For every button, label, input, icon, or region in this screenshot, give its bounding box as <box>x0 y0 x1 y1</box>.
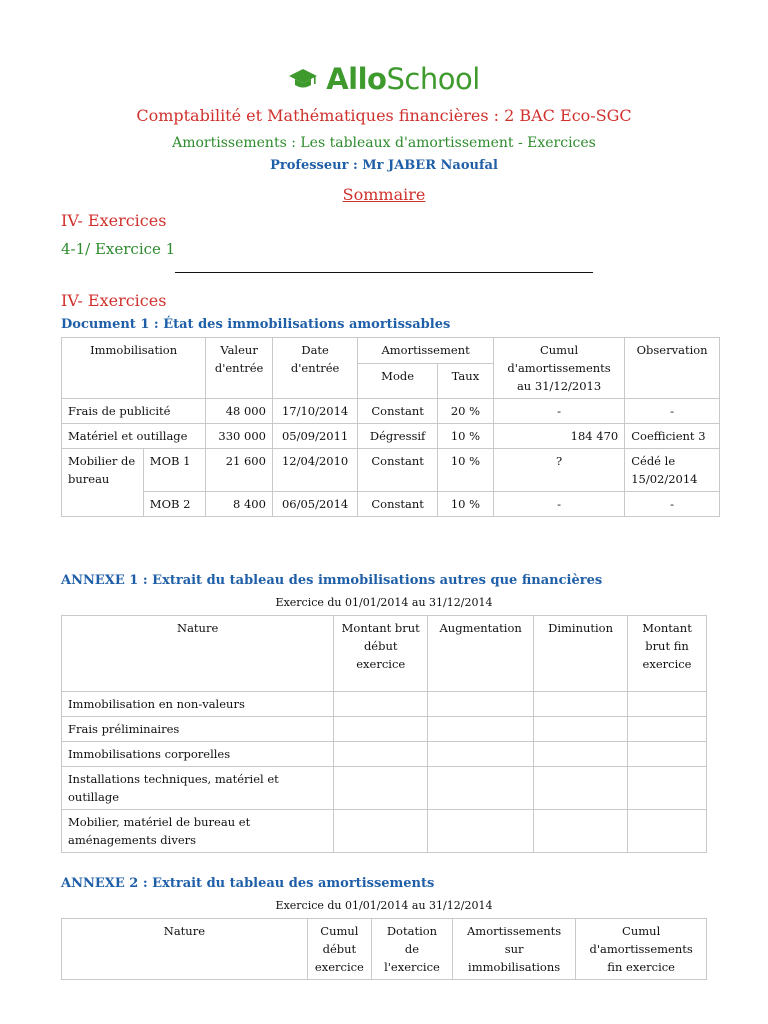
col-header-amortissement: Amortissement <box>358 338 494 364</box>
graduation-cap-icon <box>288 67 318 91</box>
cell-cumul: - <box>493 492 624 517</box>
col-header-cumul-fin: Cumul d'amortissements fin exercice <box>576 919 707 980</box>
cell-nature: Immobilisation en non-valeurs <box>62 692 334 717</box>
col-header-augmentation: Augmentation <box>428 616 534 692</box>
cell-name: Matériel et outillage <box>62 424 206 449</box>
col-header-nature: Nature <box>62 919 308 980</box>
col-header-montant-fin: Montant brut fin exercice <box>628 616 707 692</box>
table-row <box>62 492 720 517</box>
cell-valeur: 8 400 <box>206 492 273 517</box>
cell-empty <box>534 810 628 853</box>
table-row <box>62 717 707 742</box>
cell-nature: Installations techniques, matériel et outillage <box>62 767 334 810</box>
cell-name: Frais de publicité <box>62 399 206 424</box>
document-title: Comptabilité et Mathématiques financières : 2 BAC Eco-SGC <box>136 106 632 125</box>
table-row <box>62 742 707 767</box>
logo-wordmark: AlloSchool <box>326 62 480 96</box>
cell-cumul: ? <box>493 449 624 492</box>
col-header-amortissements: Amortissements sur immobilisations <box>452 919 575 980</box>
toc-section-link[interactable]: IV- Exercices <box>61 211 167 230</box>
cell-empty <box>334 767 428 810</box>
cell-group: Mobilier de bureau <box>62 449 144 517</box>
col-header-mode: Mode <box>358 364 438 399</box>
cell-empty <box>534 717 628 742</box>
cell-date: 17/10/2014 <box>272 399 357 424</box>
col-header-diminution: Diminution <box>534 616 628 692</box>
divider <box>175 272 593 273</box>
cell-valeur: 330 000 <box>206 424 273 449</box>
cell-empty <box>534 742 628 767</box>
section-title: IV- Exercices <box>61 291 167 310</box>
cell-date: 12/04/2010 <box>272 449 357 492</box>
col-header-dotation: Dotation de l'exercice <box>372 919 453 980</box>
cell-taux: 10 % <box>437 449 493 492</box>
table-row <box>62 424 720 449</box>
col-header-cumul-debut: Cumul début exercice <box>307 919 371 980</box>
cell-date: 05/09/2011 <box>272 424 357 449</box>
cell-cumul: - <box>493 399 624 424</box>
table-row <box>62 449 720 492</box>
annexe2-table <box>61 918 707 980</box>
cell-name: MOB 1 <box>143 449 205 492</box>
table-row <box>62 810 707 853</box>
col-header-cumul: Cumul d'amortissements au 31/12/2013 <box>493 338 624 399</box>
annexe2-heading: ANNEXE 2 : Extrait du tableau des amortissements <box>61 876 435 891</box>
cell-valeur: 48 000 <box>206 399 273 424</box>
cell-empty <box>628 692 707 717</box>
table-row <box>62 692 707 717</box>
table-row <box>62 399 720 424</box>
cell-empty <box>628 742 707 767</box>
col-header-taux: Taux <box>437 364 493 399</box>
cell-obs: - <box>625 492 720 517</box>
alloschool-logo[interactable] <box>0 62 768 96</box>
cell-taux: 10 % <box>437 492 493 517</box>
cell-valeur: 21 600 <box>206 449 273 492</box>
cell-obs: Coefficient 3 <box>625 424 720 449</box>
cell-date: 06/05/2014 <box>272 492 357 517</box>
cell-empty <box>334 742 428 767</box>
col-header-valeur: Valeur d'entrée <box>206 338 273 399</box>
cell-obs: - <box>625 399 720 424</box>
cell-empty <box>428 810 534 853</box>
cell-empty <box>534 767 628 810</box>
annexe1-table <box>61 615 707 853</box>
cell-empty <box>334 810 428 853</box>
col-header-montant-debut: Montant brut début exercice <box>334 616 428 692</box>
toc-item-link[interactable]: 4-1/ Exercice 1 <box>61 240 176 258</box>
col-header-date: Date d'entrée <box>272 338 357 399</box>
cell-empty <box>428 717 534 742</box>
col-header-nature: Nature <box>62 616 334 692</box>
cell-taux: 20 % <box>437 399 493 424</box>
cell-empty <box>428 692 534 717</box>
cell-mode: Constant <box>358 492 438 517</box>
cell-nature: Immobilisations corporelles <box>62 742 334 767</box>
col-header-immobilisation: Immobilisation <box>62 338 206 399</box>
professor-line: Professeur : Mr JABER Naoufal <box>270 158 498 173</box>
summary-link[interactable]: Sommaire <box>342 185 426 204</box>
cell-mode: Constant <box>358 449 438 492</box>
cell-name: MOB 2 <box>143 492 205 517</box>
annexe1-heading: ANNEXE 1 : Extrait du tableau des immobilisations autres que financières <box>61 573 603 588</box>
cell-empty <box>534 692 628 717</box>
table-row <box>62 767 707 810</box>
annexe1-caption: Exercice du 01/01/2014 au 31/12/2014 <box>275 596 493 609</box>
doc1-heading: Document 1 : État des immobilisations amortissables <box>61 317 451 332</box>
cell-obs: Cédé le 15/02/2014 <box>625 449 720 492</box>
cell-empty <box>628 767 707 810</box>
document-subtitle: Amortissements : Les tableaux d'amortissement - Exercices <box>172 135 596 151</box>
annexe2-caption: Exercice du 01/01/2014 au 31/12/2014 <box>275 899 493 912</box>
col-header-observation: Observation <box>625 338 720 399</box>
cell-empty <box>628 717 707 742</box>
cell-empty <box>628 810 707 853</box>
cell-nature: Mobilier, matériel de bureau et aménagements divers <box>62 810 334 853</box>
cell-empty <box>428 742 534 767</box>
cell-taux: 10 % <box>437 424 493 449</box>
cell-empty <box>428 767 534 810</box>
doc1-table <box>61 337 720 517</box>
cell-mode: Constant <box>358 399 438 424</box>
cell-mode: Dégressif <box>358 424 438 449</box>
cell-empty <box>334 692 428 717</box>
cell-cumul: 184 470 <box>493 424 624 449</box>
cell-empty <box>334 717 428 742</box>
cell-nature: Frais préliminaires <box>62 717 334 742</box>
